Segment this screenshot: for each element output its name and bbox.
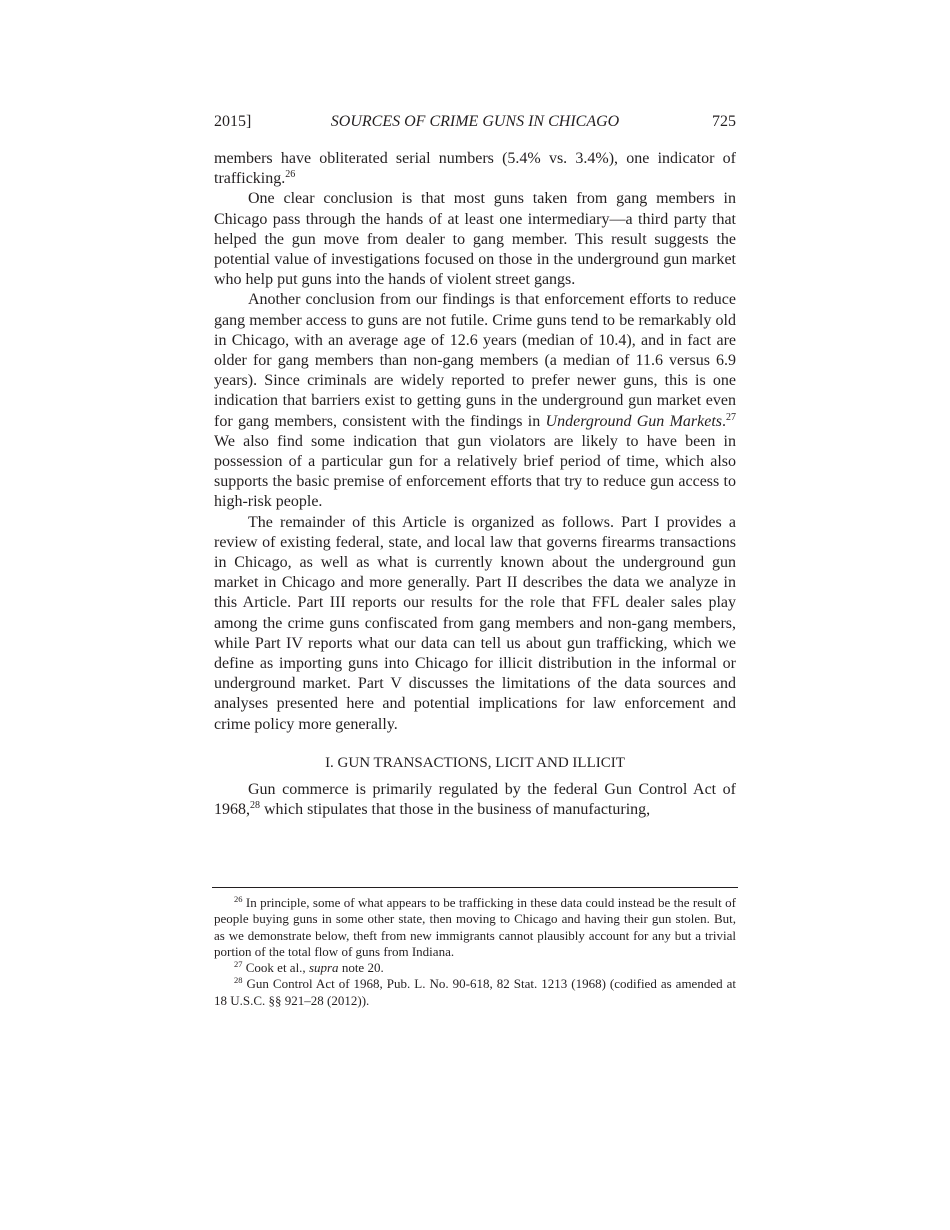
paragraph-3: Another conclusion from our findings is that enforcement efforts to reduce gang member access to guns are not futile. Crime guns tend to be remarkably old in Chicago, with an average age of 12.6 years (median of 10.4), and in fact are older for gang members than non-gang members (a median of 11.6 versus 6.9 years). Since criminals are widely reported to prefer newer guns, this is one indication that barriers exist to getting guns in the underground gun market even for gang members, consistent with the findings in Underground Gun Markets.$^{27}$ We also find some indication that gun violators are likely to have been in possession of a particular gun for a relatively brief period of time, which also supports the basic premise of enforcement efforts that try to reduce gun access to high-risk people.	[214, 291, 736, 511]
footnotes	[212, 887, 738, 1009]
cited-work-title: Underground Gun Markets	[545, 412, 722, 430]
footnote-number-26: 26	[234, 894, 243, 904]
footnote-divider	[212, 887, 738, 888]
paragraph-2: One clear conclusion is that most guns taken from gang members in Chicago pass through the hands of at least one intermediary—a third party that helped the gun move from dealer to gang member. This result suggests the potential value of investigations focused on those in the underground gun market who help put guns into the hands of violent street gangs.	[214, 190, 736, 289]
page	[214, 110, 736, 820]
footnote-number-28: 28	[234, 975, 243, 986]
body-text	[214, 149, 736, 820]
footnote-ref-28: 28	[250, 800, 260, 812]
section-heading: I. GUN TRANSACTIONS, LICIT AND ILLICIT	[325, 754, 625, 771]
footnote-26: $^{26}$ In principle, some of what appears to be trafficking in these data could instead be the result of people buying guns in some other state, then moving to Chicago and having their gun stolen. But, as we demonstrate below, theft from new immigrants cannot plausibly account for any but a trivial portion of the total flow of guns from Indiana.	[214, 894, 736, 959]
running-header	[214, 110, 736, 134]
paragraph-4: The remainder of this Article is organized as follows. Part I provides a review of existing federal, state, and local law that governs firearms transactions in Chicago, as well as what is currently known about the underground gun market in Chicago and more generally. Part II describes the data we analyze in this Article. Part III reports our results for the role that FFL dealer sales play among the crime guns confiscated from gang members and non-gang members, while Part IV reports what our data can tell us about gun trafficking, which we define as importing guns into Chicago for illicit distribution in the informal or underground market. Part V discusses the limitations of the data sources and analyses presented here and potential implications for law enforcement and crime policy more generally.	[214, 513, 736, 733]
header-running-title: SOURCES OF CRIME GUNS IN CHICAGO	[330, 113, 620, 130]
page-number: 725	[712, 113, 736, 130]
footnote-27: $^{27}$ Cook et al., supra note 20.	[234, 959, 384, 976]
paragraph-5: Gun commerce is primarily regulated by the federal Gun Control Act of 1968,28 which stipulates that those in the business of manufacturing,	[214, 780, 736, 819]
footnote-ref-27: 27	[726, 411, 736, 423]
paragraph-1: members have obliterated serial numbers (5.4% vs. 3.4%), one indicator of trafficking.$^{26}$	[214, 150, 736, 188]
footnote-28: $^{28}$ Gun Control Act of 1968, Pub. L. No. 90-618, 82 Stat. 1213 (1968) (codified as amended at 18 U.S.C. §§ 921–28 (2012)).	[214, 975, 736, 1008]
header-year: 2015]	[214, 113, 252, 130]
footnote-ref-26: 26	[285, 169, 296, 181]
footnote-number-27: 27	[234, 959, 243, 970]
